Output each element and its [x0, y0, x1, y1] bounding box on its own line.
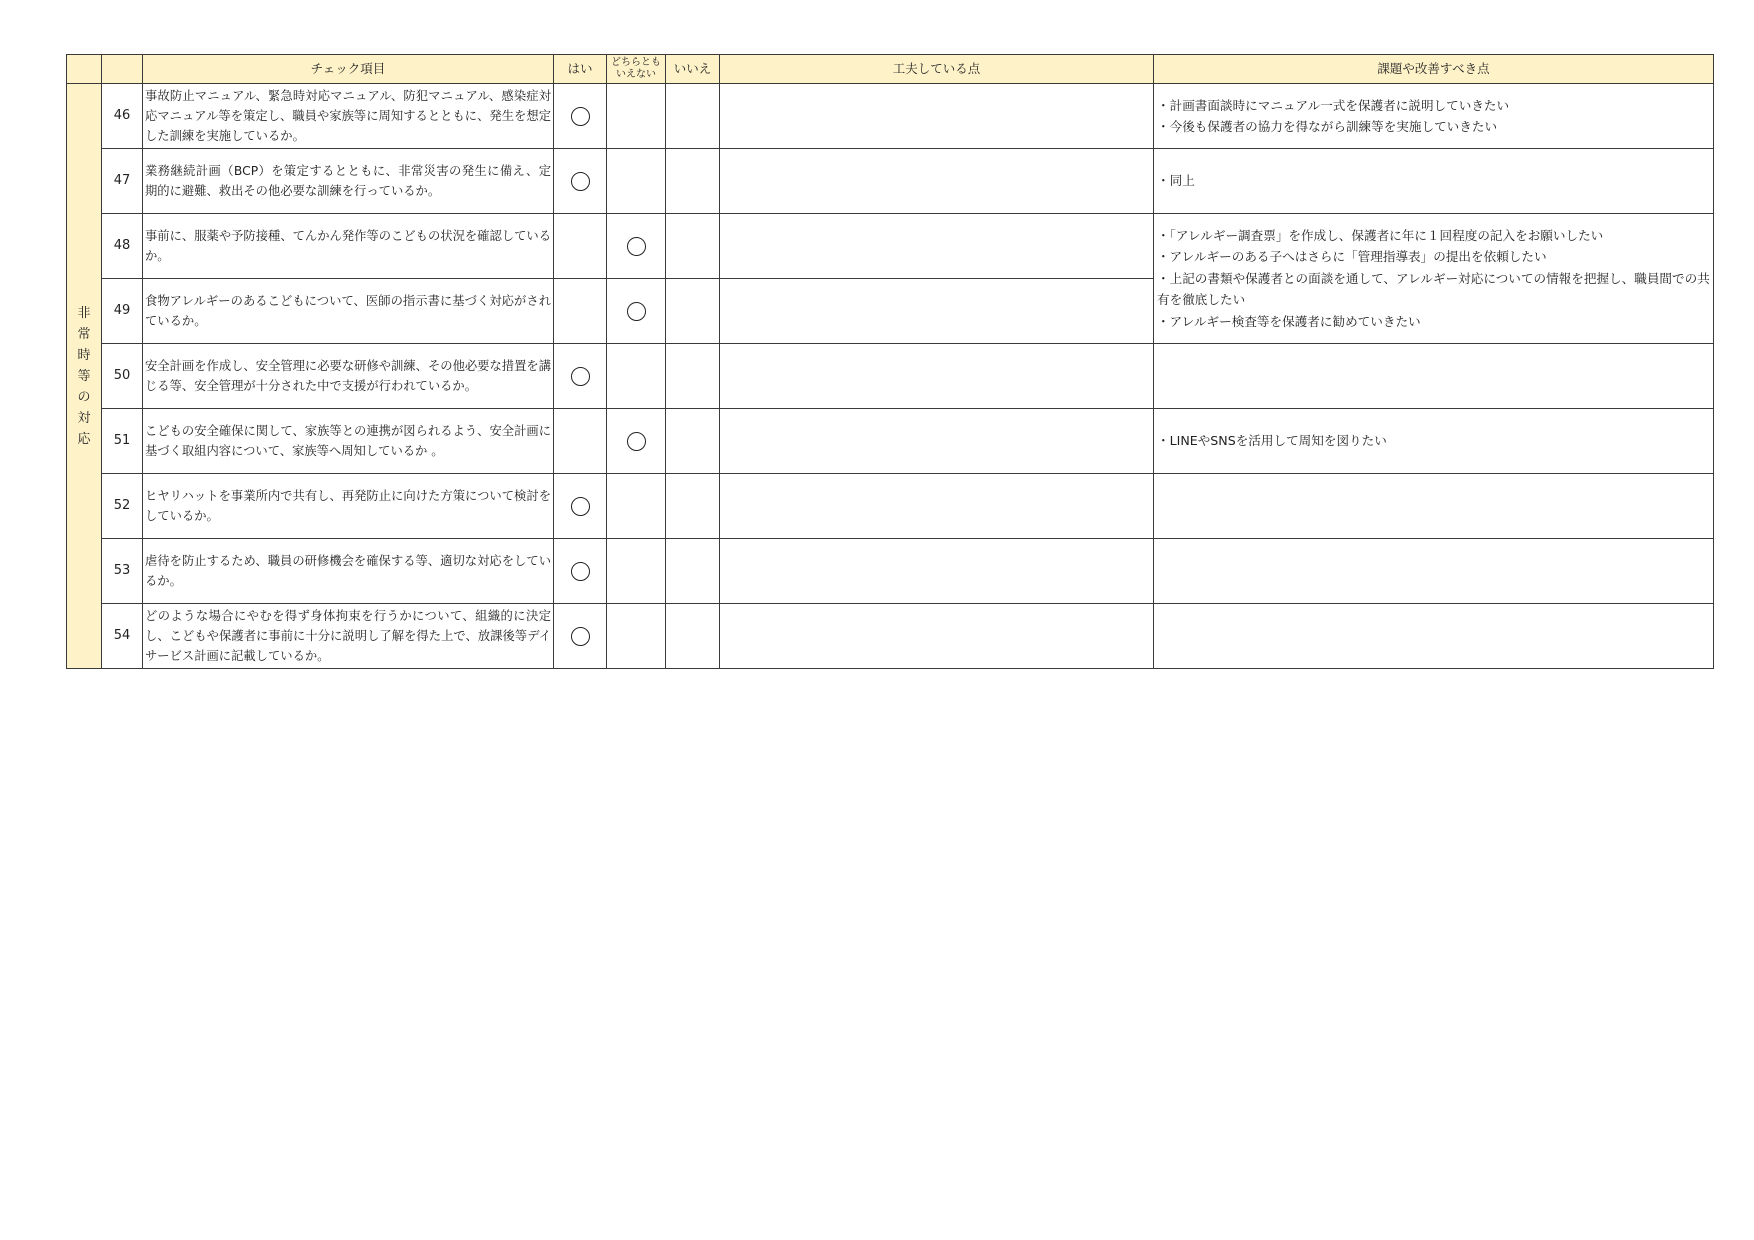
ingenuity-cell[interactable]: [720, 149, 1154, 214]
answer-yes-cell[interactable]: [554, 84, 607, 149]
answer-no-cell[interactable]: [666, 539, 720, 604]
row-number: 52: [102, 474, 143, 539]
header-no: いいえ: [666, 55, 720, 84]
answer-neither-cell[interactable]: [607, 214, 666, 279]
answer-no-cell[interactable]: [666, 474, 720, 539]
check-item-text: ヒヤリハットを事業所内で共有し、再発防止に向けた方策について検討をしているか。: [143, 474, 554, 539]
row-number: 51: [102, 409, 143, 474]
ingenuity-cell[interactable]: [720, 84, 1154, 149]
header-row: [67, 55, 1714, 84]
answer-no-cell[interactable]: [666, 84, 720, 149]
row-number: 54: [102, 604, 143, 669]
answer-no-cell[interactable]: [666, 344, 720, 409]
header-blank-category: [67, 55, 102, 84]
row-number: 53: [102, 539, 143, 604]
issues-cell[interactable]: ・「アレルギー調査票」を作成し、保護者に年に１回程度の記入をお願いしたい ・アレルギーのある子へはさらに「管理指導表」の提出を依頼したい ・上記の書類や保護者との面談を通して、アレルギー対応についての情報を把握し、職員間での共有を徹底したい ・アレルギー検査等を保護者に勧めていきたい: [1154, 214, 1714, 344]
check-item-text: 虐待を防止するため、職員の研修機会を確保する等、適切な対応をしているか。: [143, 539, 554, 604]
check-item-text: 事故防止マニュアル、緊急時対応マニュアル、防犯マニュアル、感染症対応マニュアル等を策定し、職員や家族等に周知するとともに、発生を想定した訓練を実施しているか。: [143, 84, 554, 149]
answer-neither-cell[interactable]: [607, 279, 666, 344]
table-row: [67, 604, 1714, 669]
check-item-text: 安全計画を作成し、安全管理に必要な研修や訓練、その他必要な措置を講じる等、安全管理が十分された中で支援が行われているか。: [143, 344, 554, 409]
issues-cell[interactable]: ・同上: [1154, 149, 1714, 214]
issues-cell[interactable]: [1154, 604, 1714, 669]
table-row: [67, 539, 1714, 604]
answer-neither-cell[interactable]: [607, 344, 666, 409]
circle-mark-icon: [627, 237, 646, 256]
row-number: 47: [102, 149, 143, 214]
answer-neither-cell[interactable]: [607, 84, 666, 149]
answer-neither-cell[interactable]: [607, 604, 666, 669]
row-number: 50: [102, 344, 143, 409]
circle-mark-icon: [571, 172, 590, 191]
answer-no-cell[interactable]: [666, 409, 720, 474]
circle-mark-icon: [627, 432, 646, 451]
circle-mark-icon: [571, 367, 590, 386]
header-neither-label: どちらとも いえない: [611, 57, 661, 80]
ingenuity-cell[interactable]: [720, 214, 1154, 279]
answer-neither-cell[interactable]: [607, 149, 666, 214]
ingenuity-cell[interactable]: [720, 279, 1154, 344]
header-issues: 課題や改善すべき点: [1154, 55, 1714, 84]
answer-neither-cell[interactable]: [607, 409, 666, 474]
circle-mark-icon: [627, 302, 646, 321]
circle-mark-icon: [571, 497, 590, 516]
circle-mark-icon: [571, 107, 590, 126]
category-label: 非常時等の対応: [77, 305, 91, 447]
header-ingenuity: 工夫している点: [720, 55, 1154, 84]
row-number: 46: [102, 84, 143, 149]
issues-cell[interactable]: ・計画書面談時にマニュアル一式を保護者に説明していきたい ・今後も保護者の協力を得ながら訓練等を実施していきたい: [1154, 84, 1714, 149]
answer-yes-cell[interactable]: [554, 344, 607, 409]
issues-cell[interactable]: ・LINEやSNSを活用して周知を図りたい: [1154, 409, 1714, 474]
answer-no-cell[interactable]: [666, 279, 720, 344]
row-number: 48: [102, 214, 143, 279]
answer-yes-cell[interactable]: [554, 149, 607, 214]
table-row: [67, 149, 1714, 214]
header-neither: [607, 55, 666, 84]
table-row: [67, 409, 1714, 474]
answer-neither-cell[interactable]: [607, 474, 666, 539]
answer-yes-cell[interactable]: [554, 279, 607, 344]
ingenuity-cell[interactable]: [720, 344, 1154, 409]
header-blank-number: [102, 55, 143, 84]
category-cell: [67, 84, 102, 669]
answer-no-cell[interactable]: [666, 149, 720, 214]
check-item-text: どのような場合にやむを得ず身体拘束を行うかについて、組織的に決定し、こどもや保護者に事前に十分に説明し了解を得た上で、放課後等デイサービス計画に記載しているか。: [143, 604, 554, 669]
table-row: [67, 344, 1714, 409]
answer-yes-cell[interactable]: [554, 474, 607, 539]
issues-cell[interactable]: [1154, 474, 1714, 539]
table-row: [67, 84, 1714, 149]
table-row: [67, 214, 1714, 279]
ingenuity-cell[interactable]: [720, 539, 1154, 604]
header-check-item: チェック項目: [143, 55, 554, 84]
ingenuity-cell[interactable]: [720, 474, 1154, 539]
answer-neither-cell[interactable]: [607, 539, 666, 604]
answer-no-cell[interactable]: [666, 604, 720, 669]
circle-mark-icon: [571, 627, 590, 646]
answer-yes-cell[interactable]: [554, 539, 607, 604]
answer-no-cell[interactable]: [666, 214, 720, 279]
answer-yes-cell[interactable]: [554, 409, 607, 474]
circle-mark-icon: [571, 562, 590, 581]
answer-yes-cell[interactable]: [554, 604, 607, 669]
row-number: 49: [102, 279, 143, 344]
ingenuity-cell[interactable]: [720, 604, 1154, 669]
check-item-text: 食物アレルギーのあるこどもについて、医師の指示書に基づく対応がされているか。: [143, 279, 554, 344]
answer-yes-cell[interactable]: [554, 214, 607, 279]
issues-cell[interactable]: [1154, 344, 1714, 409]
self-evaluation-table: [66, 54, 1714, 669]
header-yes: はい: [554, 55, 607, 84]
table-row: [67, 474, 1714, 539]
check-item-text: 業務継続計画（BCP）を策定するとともに、非常災害の発生に備え、定期的に避難、救出その他必要な訓練を行っているか。: [143, 149, 554, 214]
ingenuity-cell[interactable]: [720, 409, 1154, 474]
check-item-text: 事前に、服薬や予防接種、てんかん発作等のこどもの状況を確認しているか。: [143, 214, 554, 279]
check-item-text: こどもの安全確保に関して、家族等との連携が図られるよう、安全計画に基づく取組内容について、家族等へ周知しているか 。: [143, 409, 554, 474]
issues-cell[interactable]: [1154, 539, 1714, 604]
